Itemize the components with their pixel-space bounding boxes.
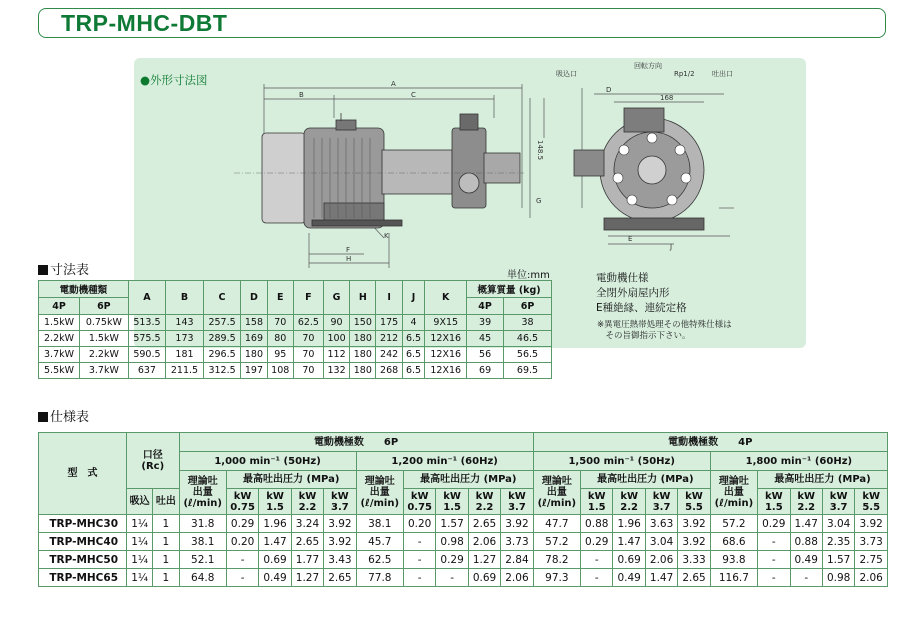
table-cell: 575.5 [128,331,166,347]
table-cell: 0.20 [226,533,258,551]
pressure-header: 最高吐出圧力 (MPa) [226,471,356,489]
model-header: 型 式 [39,433,127,515]
table-cell: 6.5 [402,331,425,347]
table-cell: 3.04 [645,533,677,551]
table-cell: 2.75 [855,551,888,569]
table-cell: 1.77 [291,551,323,569]
table-cell: 3.92 [324,533,356,551]
rotation-label: 回転方向 [634,62,662,70]
table-cell: 1.5kW [39,315,80,331]
flow-header: 理論吐出量 (ℓ/min) [533,471,580,515]
table-cell: 1.5kW [80,331,129,347]
table-cell: 0.29 [581,533,613,551]
rp-label: Rp1/2 [674,70,695,78]
table-cell: 0.49 [259,569,291,587]
pole-6p-header: 6P [80,298,129,315]
kw-header: kW 0.75 [226,489,258,515]
table-cell: 180 [350,347,376,363]
table-cell: 0.69 [259,551,291,569]
kw-header: kW 3.7 [645,489,677,515]
page-title: TRP-MHC-DBT [61,10,228,36]
motor-note [597,320,732,342]
table-cell: 590.5 [128,347,166,363]
table-cell: 0.88 [581,515,613,533]
title-box [38,8,886,38]
table-row [39,533,888,551]
table-cell: 1.96 [613,515,645,533]
table-cell: - [436,569,468,587]
table-cell: 39 [467,315,504,331]
kw-header: kW 5.5 [855,489,888,515]
kw-header: kW 2.2 [468,489,500,515]
table-cell: 3.7kW [39,347,80,363]
table-cell: 1 [153,551,179,569]
kw-header: kW 2.2 [291,489,323,515]
table-row [39,363,552,379]
table-row [39,515,888,533]
speed-header: 1,200 min⁻¹ (60Hz) [356,452,533,471]
col-j-header: J [402,281,425,315]
table-cell: 2.2kW [80,347,129,363]
table-row [39,347,552,363]
table-cell: 3.92 [501,515,533,533]
mass-6p-header: 6P [503,298,551,315]
table-cell: 1.47 [259,533,291,551]
table-cell: 70 [293,347,323,363]
motor-spec-line: E種絶縁、連続定格 [596,302,687,314]
table-cell: 1 [153,515,179,533]
bore-header: 口径 (Rc) [127,433,180,489]
table-cell: 1 [153,569,179,587]
flow-header: 理論吐出量 (ℓ/min) [710,471,757,515]
table-cell: 5.5kW [39,363,80,379]
table-cell: 62.5 [293,315,323,331]
table-cell: 47.7 [533,515,580,533]
suction-port-label: 吸込口 [556,70,577,78]
table-cell: 3.63 [645,515,677,533]
table-cell: 0.98 [822,569,854,587]
table-cell: 2.84 [501,551,533,569]
table-cell: 70 [293,363,323,379]
col-d-header: D [241,281,267,315]
table-cell: 143 [166,315,204,331]
table-cell: 3.73 [855,533,888,551]
table-cell: 112 [323,347,349,363]
pressure-header: 最高吐出圧力 (MPa) [403,471,533,489]
table-cell: 180 [350,331,376,347]
motor-spec-line: 電動機仕様 [596,272,649,284]
table-cell: 97.3 [533,569,580,587]
dim-label-g: G [536,197,542,205]
table-cell: 108 [267,363,293,379]
table-cell: 242 [376,347,402,363]
kw-header: kW 2.2 [613,489,645,515]
table-cell: 56 [467,347,504,363]
discharge-header: 吐出 [153,489,179,515]
table-cell: 1.47 [613,533,645,551]
table-cell: - [790,569,822,587]
section-bullet-icon [38,412,48,422]
table-cell: 1.57 [822,551,854,569]
speed-header: 1,800 min⁻¹ (60Hz) [710,452,887,471]
table-cell: 1 [153,533,179,551]
table-cell: 2.35 [822,533,854,551]
table-row [39,569,888,587]
spec-table [38,432,888,587]
unit-label: 単位:mm [507,270,550,281]
dim-label-h: H [346,255,352,263]
table-cell: 0.49 [790,551,822,569]
table-cell: 93.8 [710,551,757,569]
kw-header: kW 0.75 [403,489,435,515]
kw-header: kW 3.7 [822,489,854,515]
table-cell: 45.7 [356,533,403,551]
flow-header: 理論吐出量 (ℓ/min) [179,471,226,515]
table-cell: 116.7 [710,569,757,587]
table-cell: 637 [128,363,166,379]
table-cell: 0.98 [436,533,468,551]
kw-header: kW 1.5 [758,489,790,515]
col-a-header: A [128,281,166,315]
flow-header: 理論吐出量 (ℓ/min) [356,471,403,515]
dim-label-a: A [391,80,396,88]
spec-section-title: 仕様表 [38,406,89,425]
mass-header: 概算質量 (kg) [467,281,552,298]
kw-header: kW 1.5 [581,489,613,515]
table-cell: 169 [241,331,267,347]
motor-note-line: ※異電圧熱帯処理その他特殊仕様は [597,320,732,330]
pressure-header: 最高吐出圧力 (MPa) [581,471,711,489]
table-cell: 1.96 [259,515,291,533]
table-cell: 0.29 [758,515,790,533]
table-cell: 289.5 [203,331,241,347]
table-cell: 0.69 [613,551,645,569]
motor-spec [596,271,687,316]
table-row [39,551,888,569]
motor-spec-line: 全閉外扇屋内形 [596,287,670,299]
table-cell: 69 [467,363,504,379]
kw-header: kW 5.5 [678,489,710,515]
table-cell: 4 [402,315,425,331]
table-cell: 1¼ [127,515,153,533]
table-cell: 3.33 [678,551,710,569]
table-cell: 181 [166,347,204,363]
dim-label-b: B [299,91,304,99]
table-cell: 257.5 [203,315,241,331]
poles-4p-header: 電動機極数 4P [533,433,887,452]
dim-label-k: K [384,232,389,240]
table-cell: 6.5 [402,347,425,363]
table-cell: 312.5 [203,363,241,379]
table-cell: 31.8 [179,515,226,533]
pole-4p-header: 4P [39,298,80,315]
table-cell: 12X16 [425,347,467,363]
table-cell: 2.2kW [39,331,80,347]
table-cell: 46.5 [503,331,551,347]
table-cell: 0.49 [613,569,645,587]
table-cell: 2.06 [855,569,888,587]
kw-header: kW 1.5 [436,489,468,515]
table-cell: 95 [267,347,293,363]
table-cell: 180 [241,347,267,363]
table-cell: 70 [267,315,293,331]
col-e-header: E [267,281,293,315]
table-cell: 56.5 [503,347,551,363]
table-cell: 77.8 [356,569,403,587]
col-g-header: G [323,281,349,315]
table-cell: TRP-MHC50 [39,551,127,569]
table-cell: 64.8 [179,569,226,587]
dim-section-title: 寸法表 [38,259,89,278]
table-cell: 78.2 [533,551,580,569]
table-cell: - [226,569,258,587]
dim-label-168: 168 [660,94,674,102]
motor-note-line: その旨御指示下さい。 [597,331,691,341]
table-cell: 69.5 [503,363,551,379]
poles-6p-header: 電動機極数 6P [179,433,533,452]
table-cell: 197 [241,363,267,379]
table-cell: - [581,551,613,569]
table-cell: 12X16 [425,363,467,379]
table-cell: - [758,551,790,569]
table-cell: 1¼ [127,569,153,587]
table-cell: 2.65 [468,515,500,533]
col-i-header: I [376,281,402,315]
table-cell: 1.27 [468,551,500,569]
table-cell: 0.88 [790,533,822,551]
table-cell: 9X15 [425,315,467,331]
kw-header: kW 1.5 [259,489,291,515]
table-cell: 2.06 [501,569,533,587]
table-cell: 1.27 [291,569,323,587]
table-cell: 0.69 [468,569,500,587]
table-cell: 0.29 [436,551,468,569]
table-cell: 1.47 [790,515,822,533]
table-cell: 2.65 [324,569,356,587]
col-h-header: H [350,281,376,315]
speed-header: 1,500 min⁻¹ (50Hz) [533,452,710,471]
table-cell: 2.06 [645,551,677,569]
table-cell: 1¼ [127,533,153,551]
table-cell: 6.5 [402,363,425,379]
table-cell: 90 [323,315,349,331]
table-cell: 150 [350,315,376,331]
table-row [39,331,552,347]
table-cell: 180 [350,363,376,379]
table-cell: 57.2 [710,515,757,533]
dim-label-e: E [628,235,633,243]
table-cell: 296.5 [203,347,241,363]
table-cell: - [581,569,613,587]
pressure-header: 最高吐出圧力 (MPa) [758,471,888,489]
kw-header: kW 3.7 [324,489,356,515]
table-cell: 2.65 [291,533,323,551]
table-cell: 12X16 [425,331,467,347]
table-cell: 80 [267,331,293,347]
table-cell: 268 [376,363,402,379]
col-f-header: F [293,281,323,315]
dim-label-148: 148.5 [536,140,544,161]
dimension-table-body [39,315,552,379]
mass-4p-header: 4P [467,298,504,315]
dim-label-f: F [346,246,351,254]
table-cell: 2.65 [678,569,710,587]
table-cell: 175 [376,315,402,331]
table-cell: - [403,533,435,551]
dim-label-i: J [670,243,673,251]
table-cell: - [758,569,790,587]
table-cell: 0.29 [226,515,258,533]
table-cell: TRP-MHC30 [39,515,127,533]
table-cell: 0.20 [403,515,435,533]
table-cell: 3.92 [678,533,710,551]
col-b-header: B [166,281,204,315]
table-cell: - [403,569,435,587]
table-row [39,315,552,331]
table-cell: - [758,533,790,551]
dim-label-d: D [606,86,612,94]
table-cell: 38.1 [179,533,226,551]
col-c-header: C [203,281,241,315]
table-cell: - [403,551,435,569]
table-cell: 68.6 [710,533,757,551]
table-cell: 3.92 [855,515,888,533]
table-cell: 1¼ [127,551,153,569]
col-k-header: K [425,281,467,315]
kw-header: kW 2.2 [790,489,822,515]
table-cell: 3.92 [678,515,710,533]
spec-table-body [39,515,888,587]
table-cell: TRP-MHC65 [39,569,127,587]
table-cell: 3.04 [822,515,854,533]
table-cell: 38.1 [356,515,403,533]
table-cell: 513.5 [128,315,166,331]
dim-label-c: C [411,91,416,99]
table-cell: 173 [166,331,204,347]
discharge-port-label: 吐出口 [712,70,733,78]
table-cell: 2.06 [468,533,500,551]
table-cell: 0.75kW [80,315,129,331]
table-cell: 70 [293,331,323,347]
table-cell: 3.92 [324,515,356,533]
table-cell: 3.43 [324,551,356,569]
suction-header: 吸込 [127,489,153,515]
table-cell: 3.24 [291,515,323,533]
table-cell: 212 [376,331,402,347]
section-bullet-icon [38,265,48,275]
motor-kind-header: 電動機種類 [39,281,129,298]
table-cell: 52.1 [179,551,226,569]
table-cell: 211.5 [166,363,204,379]
table-cell: 57.2 [533,533,580,551]
speed-header: 1,000 min⁻¹ (50Hz) [179,452,356,471]
table-cell: - [226,551,258,569]
table-cell: 100 [323,331,349,347]
kw-header: kW 3.7 [501,489,533,515]
dimension-table [38,280,552,379]
table-cell: 1.57 [436,515,468,533]
table-cell: 158 [241,315,267,331]
table-cell: 132 [323,363,349,379]
table-cell: 45 [467,331,504,347]
table-cell: TRP-MHC40 [39,533,127,551]
table-cell: 38 [503,315,551,331]
table-cell: 62.5 [356,551,403,569]
table-cell: 3.73 [501,533,533,551]
table-cell: 1.47 [645,569,677,587]
table-cell: 3.7kW [80,363,129,379]
drawing-heading: ●外形寸法図 [140,73,208,87]
